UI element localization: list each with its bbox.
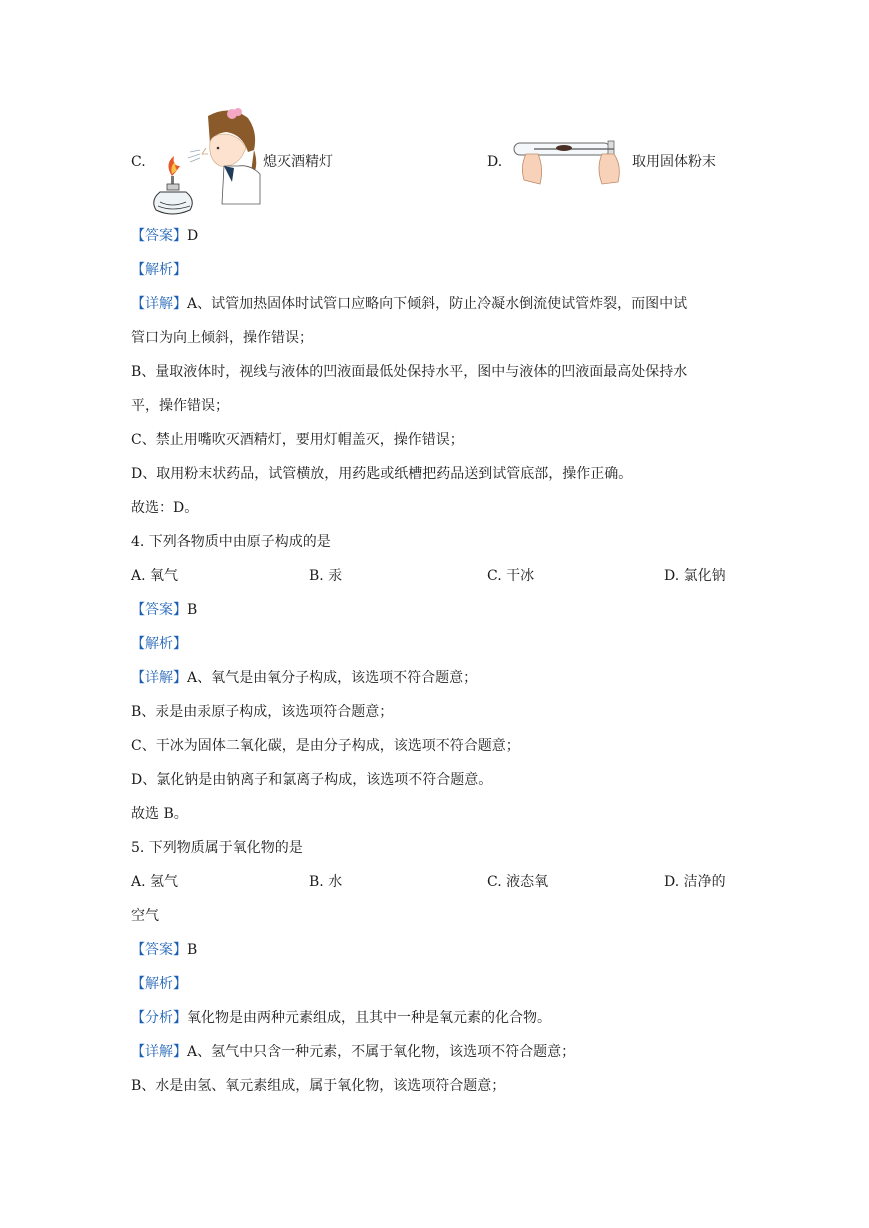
q5-detail-line xyxy=(131,1042,575,1062)
q3-detail-line: 管口为向上倾斜，操作错误； xyxy=(131,330,313,346)
answer-value: B xyxy=(187,942,198,958)
q4-option-c: C. 干冰 xyxy=(487,568,535,584)
q5-option-d-wrap: 空气 xyxy=(131,908,159,924)
q5-option-b: B. 水 xyxy=(309,874,343,890)
detail-tag: 【详解】 xyxy=(131,1044,187,1060)
q5-answer xyxy=(131,940,197,960)
option-d-letter: D. xyxy=(487,154,503,170)
test-tube-powder-illustration xyxy=(510,136,630,188)
q4-detail-line: B、汞是由汞原子构成，该选项符合题意； xyxy=(131,704,394,720)
q5-stem: 5. 下列物质属于氧化物的是 xyxy=(131,840,303,856)
analysis-text: 氧化物是由两种元素组成，且其中一种是氧元素的化合物。 xyxy=(187,1010,551,1026)
blow-out-lamp-illustration xyxy=(150,104,265,218)
q4-option-a: A. 氧气 xyxy=(131,568,179,584)
q5-detail-line: B、水是由氢、氧元素组成，属于氧化物，该选项符合题意； xyxy=(131,1078,506,1094)
q5-option-d: D. 洁净的 xyxy=(664,874,726,890)
analysis-tag: 【解析】 xyxy=(131,262,187,278)
answer-tag: 【答案】 xyxy=(131,602,187,618)
answer-value: B xyxy=(187,602,198,618)
q4-detail-line: C、干冰为固体二氧化碳，是由分子构成，该选项不符合题意； xyxy=(131,738,520,754)
q3-detail-line: B、量取液体时，视线与液体的凹液面最低处保持水平，图中与液体的凹液面最高处保持水 xyxy=(131,364,688,380)
q3-answer xyxy=(131,226,198,246)
analysis-tag: 【解析】 xyxy=(131,636,187,652)
option-d-caption: 取用固体粉末 xyxy=(632,154,716,170)
q4-option-b: B. 汞 xyxy=(309,568,343,584)
detail-tag: 【详解】 xyxy=(131,670,187,686)
detail-text: A、氢气中只含一种元素，不属于氧化物，该选项不符合题意； xyxy=(187,1044,576,1060)
q3-detail-line xyxy=(131,294,687,314)
answer-tag: 【答案】 xyxy=(131,942,187,958)
q4-detail-line: D、氯化钠是由钠离子和氯离子构成，该选项不符合题意。 xyxy=(131,772,493,788)
analysis-sub-tag: 【分析】 xyxy=(131,1010,187,1026)
answer-tag: 【答案】 xyxy=(131,228,187,244)
q4-detail-line xyxy=(131,668,477,688)
analysis-tag: 【解析】 xyxy=(131,976,187,992)
q3-detail-line: C、禁止用嘴吹灭酒精灯，要用灯帽盖灭，操作错误； xyxy=(131,432,464,448)
detail-text: A、试管加热固体时试管口应略向下倾斜，防止冷凝水倒流使试管炸裂，而图中试 xyxy=(187,296,688,312)
q4-conclusion: 故选 B。 xyxy=(131,806,188,822)
q3-analysis-heading xyxy=(131,260,187,280)
detail-text: A、氧气是由氧分子构成，该选项不符合题意； xyxy=(187,670,478,686)
q4-stem: 4. 下列各物质中由原子构成的是 xyxy=(131,534,331,550)
q4-answer xyxy=(131,600,197,620)
q3-conclusion: 故选：D。 xyxy=(131,500,199,516)
q5-analysis-line xyxy=(131,1008,551,1028)
option-c-letter: C. xyxy=(131,154,146,170)
detail-tag: 【详解】 xyxy=(131,296,187,312)
option-c-caption: 熄灭酒精灯 xyxy=(263,154,333,170)
q5-analysis-heading xyxy=(131,974,187,994)
q3-detail-line: D、取用粉末状药品，试管横放，用药匙或纸槽把药品送到试管底部，操作正确。 xyxy=(131,466,633,482)
q4-option-d: D. 氯化钠 xyxy=(664,568,726,584)
q5-option-c: C. 液态氧 xyxy=(487,874,549,890)
q5-option-a: A. 氢气 xyxy=(131,874,179,890)
q4-analysis-heading xyxy=(131,634,187,654)
answer-value: D xyxy=(187,228,199,244)
q3-detail-line: 平，操作错误； xyxy=(131,398,229,414)
